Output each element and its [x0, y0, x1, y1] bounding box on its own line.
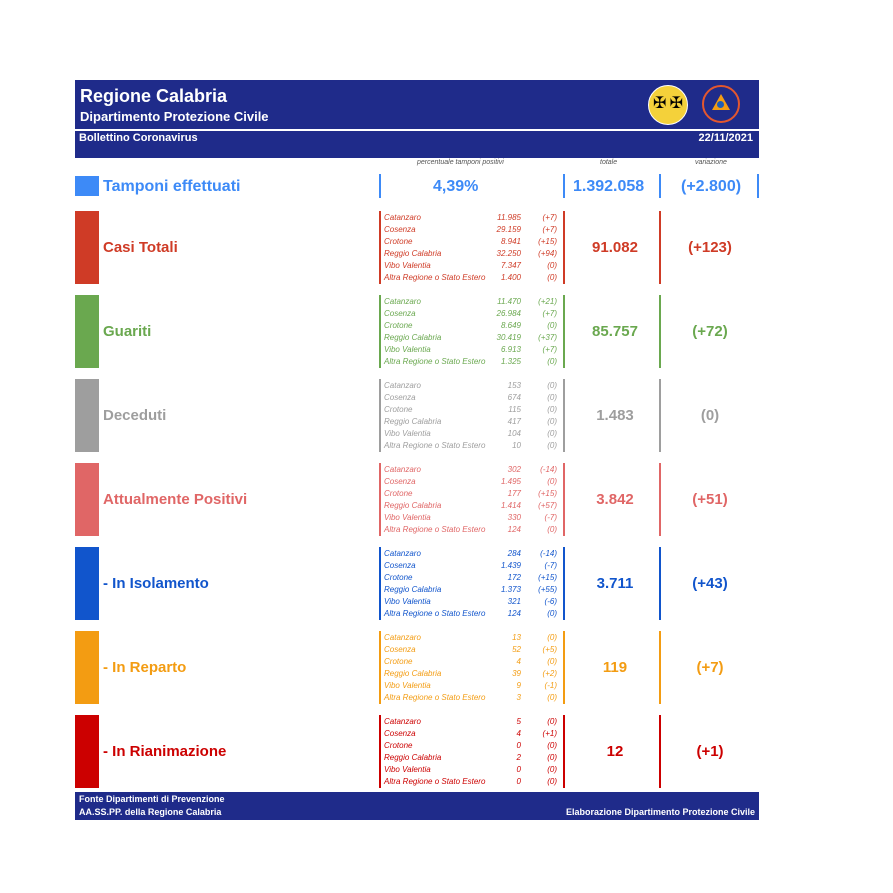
category-label: Attualmente Positivi [103, 491, 248, 508]
province-count: 0 [516, 777, 521, 786]
tamponi-separator [563, 174, 565, 198]
province-count: 104 [507, 429, 521, 438]
province-delta: (0) [547, 741, 557, 750]
province-count: 124 [507, 525, 521, 534]
province-name: Cosenza [384, 309, 416, 318]
province-delta: (-1) [544, 681, 557, 690]
province-delta: (0) [547, 321, 557, 330]
province-count: 177 [507, 489, 521, 498]
category-color-bar [75, 631, 99, 704]
category-row-reparto [75, 631, 759, 704]
province-delta: (+15) [538, 573, 557, 582]
province-delta: (+94) [538, 249, 557, 258]
province-count: 172 [507, 573, 521, 582]
category-variation: (+43) [692, 575, 728, 592]
column-separator [659, 631, 661, 704]
province-count: 39 [512, 669, 521, 678]
province-delta: (+1) [542, 729, 557, 738]
province-row [384, 356, 559, 368]
col-total-header: totale [600, 159, 618, 166]
province-name: Catanzaro [384, 633, 421, 642]
province-count: 30.419 [496, 333, 521, 342]
province-count: 1.325 [500, 357, 521, 366]
category-total: 3.711 [596, 575, 634, 592]
province-delta: (0) [547, 477, 557, 486]
province-row [384, 392, 559, 404]
province-row [384, 476, 559, 488]
province-name: Catanzaro [384, 213, 421, 222]
province-name: Vibo Valentia [384, 261, 431, 270]
province-row [384, 320, 559, 332]
province-delta: (0) [547, 657, 557, 666]
header-banner [75, 80, 759, 129]
column-separator [659, 547, 661, 620]
category-variation: (+7) [696, 659, 724, 676]
footer-credit: Elaborazione Dipartimento Protezione Civile [565, 807, 755, 817]
header-divider [75, 146, 759, 158]
category-color-bar [75, 715, 99, 788]
category-total: 12 [606, 743, 624, 760]
column-separator [379, 379, 381, 452]
category-rows [75, 211, 759, 788]
province-count: 330 [507, 513, 521, 522]
province-name: Reggio Calabria [384, 753, 442, 762]
col-variation-header: variazione [695, 159, 727, 166]
province-delta: (-7) [544, 513, 557, 522]
province-name: Reggio Calabria [384, 669, 442, 678]
province-row [384, 680, 559, 692]
province-name: Altra Regione o Stato Estero [384, 693, 486, 702]
province-row [384, 440, 559, 452]
department-subtitle: Dipartimento Protezione Civile [80, 109, 269, 124]
province-delta: (0) [547, 765, 557, 774]
category-color-bar [75, 211, 99, 284]
province-delta: (+37) [538, 333, 557, 342]
province-row [384, 548, 559, 560]
province-count: 6.913 [500, 345, 521, 354]
province-row [384, 752, 559, 764]
province-name: Altra Regione o Stato Estero [384, 609, 486, 618]
column-separator [659, 379, 661, 452]
province-delta: (-6) [544, 597, 557, 606]
province-delta: (0) [547, 405, 557, 414]
province-count: 417 [507, 417, 521, 426]
province-delta: (+7) [542, 345, 557, 354]
province-name: Crotone [384, 573, 413, 582]
province-delta: (0) [547, 357, 557, 366]
province-name: Vibo Valentia [384, 429, 431, 438]
tamponi-label: Tamponi effettuati [103, 178, 241, 195]
province-name: Reggio Calabria [384, 585, 442, 594]
province-count: 284 [507, 549, 521, 558]
category-color-bar [75, 463, 99, 536]
province-count: 115 [508, 405, 521, 414]
column-separator [379, 211, 381, 284]
province-count: 10 [512, 441, 521, 450]
province-name: Crotone [384, 489, 413, 498]
province-name: Cosenza [384, 561, 416, 570]
footer-source-line1: Fonte Dipartimenti di Prevenzione [79, 794, 225, 804]
province-delta: (0) [547, 525, 557, 534]
province-row [384, 524, 559, 536]
category-variation: (0) [700, 407, 720, 424]
province-count: 1.373 [500, 585, 521, 594]
province-count: 1.400 [500, 273, 521, 282]
category-label: Deceduti [103, 407, 167, 424]
province-name: Crotone [384, 405, 413, 414]
category-color-bar [75, 379, 99, 452]
province-row [384, 380, 559, 392]
province-name: Catanzaro [384, 717, 421, 726]
tamponi-separator [757, 174, 759, 198]
province-name: Reggio Calabria [384, 333, 442, 342]
province-delta: (+55) [538, 585, 557, 594]
province-delta: (0) [547, 609, 557, 618]
region-crest-icon [648, 85, 688, 125]
province-row [384, 764, 559, 776]
province-delta: (0) [547, 693, 557, 702]
province-name: Cosenza [384, 645, 416, 654]
province-count: 11.985 [497, 213, 521, 222]
province-delta: (0) [547, 633, 557, 642]
province-row [384, 596, 559, 608]
province-name: Vibo Valentia [384, 345, 431, 354]
province-row [384, 404, 559, 416]
province-name: Altra Regione o Stato Estero [384, 357, 486, 366]
column-separator [659, 463, 661, 536]
province-name: Reggio Calabria [384, 501, 442, 510]
province-count: 1.414 [500, 501, 521, 510]
province-delta: (+7) [542, 309, 557, 318]
province-name: Catanzaro [384, 465, 421, 474]
province-name: Reggio Calabria [384, 249, 442, 258]
province-row [384, 224, 559, 236]
category-row-casi [75, 211, 759, 284]
tamponi-separator [659, 174, 661, 198]
province-count: 3 [516, 693, 521, 702]
province-delta: (+15) [538, 489, 557, 498]
province-count: 0 [516, 741, 521, 750]
column-separator [659, 211, 661, 284]
province-breakdown [384, 380, 559, 452]
province-delta: (+2) [542, 669, 557, 678]
province-count: 13 [512, 633, 521, 642]
province-name: Vibo Valentia [384, 597, 431, 606]
province-delta: (0) [547, 777, 557, 786]
tamponi-swatch [75, 176, 99, 196]
province-name: Cosenza [384, 393, 416, 402]
province-count: 0 [516, 765, 521, 774]
category-total: 1.483 [596, 407, 634, 424]
column-separator [379, 631, 381, 704]
province-row [384, 656, 559, 668]
province-delta: (+5) [542, 645, 557, 654]
category-row-guariti [75, 295, 759, 368]
province-row [384, 488, 559, 500]
category-total: 85.757 [592, 323, 638, 340]
category-row-deceduti [75, 379, 759, 452]
province-delta: (-14) [540, 465, 557, 474]
column-separator [659, 295, 661, 368]
province-breakdown [384, 716, 559, 788]
province-row [384, 344, 559, 356]
column-separator [379, 295, 381, 368]
province-count: 7.347 [500, 261, 521, 270]
category-row-rianimazione [75, 715, 759, 788]
province-count: 8.649 [500, 321, 521, 330]
province-name: Cosenza [384, 729, 416, 738]
category-row-positivi [75, 463, 759, 536]
civil-protection-logo-icon [702, 85, 740, 123]
category-variation: (+1) [696, 743, 724, 760]
province-row [384, 584, 559, 596]
column-separator [379, 547, 381, 620]
province-row [384, 296, 559, 308]
province-count: 1.439 [500, 561, 521, 570]
category-total: 91.082 [592, 239, 638, 256]
province-breakdown [384, 212, 559, 284]
tamponi-separator [379, 174, 381, 198]
province-count: 4 [516, 729, 521, 738]
province-count: 52 [512, 645, 521, 654]
province-name: Altra Regione o Stato Estero [384, 273, 486, 282]
category-color-bar [75, 295, 99, 368]
province-row [384, 632, 559, 644]
province-row [384, 608, 559, 620]
province-row [384, 500, 559, 512]
province-name: Vibo Valentia [384, 681, 431, 690]
province-name: Catanzaro [384, 381, 421, 390]
province-delta: (0) [547, 261, 557, 270]
province-delta: (+15) [538, 237, 557, 246]
col-perc-header: percentuale tamponi positivi [417, 159, 504, 166]
bulletin-title: Bollettino Coronavirus [79, 132, 198, 144]
bulletin-bar [75, 131, 759, 146]
province-count: 5 [516, 717, 521, 726]
province-count: 32.250 [496, 249, 521, 258]
province-row [384, 464, 559, 476]
province-count: 321 [507, 597, 521, 606]
province-name: Catanzaro [384, 549, 421, 558]
province-count: 124 [507, 609, 521, 618]
tamponi-delta: (+2.800) [681, 178, 742, 195]
category-color-bar [75, 547, 99, 620]
province-breakdown [384, 548, 559, 620]
bulletin-sheet [75, 80, 759, 817]
province-delta: (+21) [538, 297, 557, 306]
province-name: Altra Regione o Stato Estero [384, 441, 486, 450]
province-count: 8.941 [500, 237, 521, 246]
category-label: - In Reparto [103, 659, 187, 676]
province-name: Crotone [384, 237, 413, 246]
category-label: - In Rianimazione [103, 743, 227, 760]
category-label: Guariti [103, 323, 152, 340]
province-delta: (0) [547, 273, 557, 282]
province-delta: (0) [547, 429, 557, 438]
province-delta: (0) [547, 441, 557, 450]
province-row [384, 776, 559, 788]
province-row [384, 560, 559, 572]
province-delta: (+7) [542, 225, 557, 234]
province-count: 674 [507, 393, 521, 402]
province-row [384, 716, 559, 728]
province-name: Altra Regione o Stato Estero [384, 777, 486, 786]
province-count: 2 [516, 753, 521, 762]
province-row [384, 260, 559, 272]
province-name: Catanzaro [384, 297, 421, 306]
column-separator [379, 715, 381, 788]
province-breakdown [384, 632, 559, 704]
province-row [384, 740, 559, 752]
province-name: Cosenza [384, 477, 416, 486]
province-row [384, 512, 559, 524]
column-separator [379, 463, 381, 536]
province-name: Altra Regione o Stato Estero [384, 525, 486, 534]
category-label: Casi Totali [103, 239, 178, 256]
province-row [384, 428, 559, 440]
province-delta: (-7) [544, 561, 557, 570]
category-variation: (+123) [688, 239, 732, 256]
province-count: 29.159 [496, 225, 521, 234]
column-headers [75, 158, 759, 170]
province-row [384, 668, 559, 680]
province-name: Cosenza [384, 225, 416, 234]
province-delta: (0) [547, 753, 557, 762]
province-row [384, 236, 559, 248]
tamponi-percent: 4,39% [433, 178, 479, 195]
category-total: 3.842 [596, 491, 634, 508]
tamponi-total: 1.392.058 [573, 178, 645, 195]
category-variation: (+72) [692, 323, 728, 340]
province-delta: (0) [547, 381, 557, 390]
province-name: Crotone [384, 321, 413, 330]
footer-banner [75, 792, 759, 820]
province-count: 26.984 [496, 309, 521, 318]
category-variation: (+51) [692, 491, 728, 508]
province-row [384, 644, 559, 656]
province-count: 302 [507, 465, 521, 474]
province-row [384, 332, 559, 344]
province-row [384, 308, 559, 320]
province-delta: (0) [547, 717, 557, 726]
province-row [384, 212, 559, 224]
region-title: Regione Calabria [80, 86, 228, 106]
category-row-isolamento [75, 547, 759, 620]
province-name: Crotone [384, 741, 413, 750]
category-total: 119 [602, 659, 628, 676]
province-row [384, 572, 559, 584]
province-count: 9 [516, 681, 521, 690]
category-label: - In Isolamento [103, 575, 209, 592]
province-row [384, 692, 559, 704]
province-row [384, 728, 559, 740]
province-row [384, 272, 559, 284]
province-count: 11.470 [497, 297, 521, 306]
province-name: Vibo Valentia [384, 513, 431, 522]
tamponi-row [75, 170, 759, 200]
province-breakdown [384, 296, 559, 368]
province-count: 4 [516, 657, 521, 666]
province-delta: (-14) [540, 549, 557, 558]
province-name: Reggio Calabria [384, 417, 442, 426]
province-count: 1.495 [500, 477, 521, 486]
column-separator [659, 715, 661, 788]
province-delta: (+57) [538, 501, 557, 510]
province-delta: (+7) [542, 213, 557, 222]
province-delta: (0) [547, 393, 557, 402]
province-name: Vibo Valentia [384, 765, 431, 774]
bulletin-date: 22/11/2021 [698, 132, 753, 144]
province-row [384, 248, 559, 260]
province-row [384, 416, 559, 428]
province-name: Crotone [384, 657, 413, 666]
province-delta: (0) [547, 417, 557, 426]
province-breakdown [384, 464, 559, 536]
footer-source-line2: AA.SS.PP. della Regione Calabria [79, 807, 222, 817]
province-count: 153 [507, 381, 521, 390]
